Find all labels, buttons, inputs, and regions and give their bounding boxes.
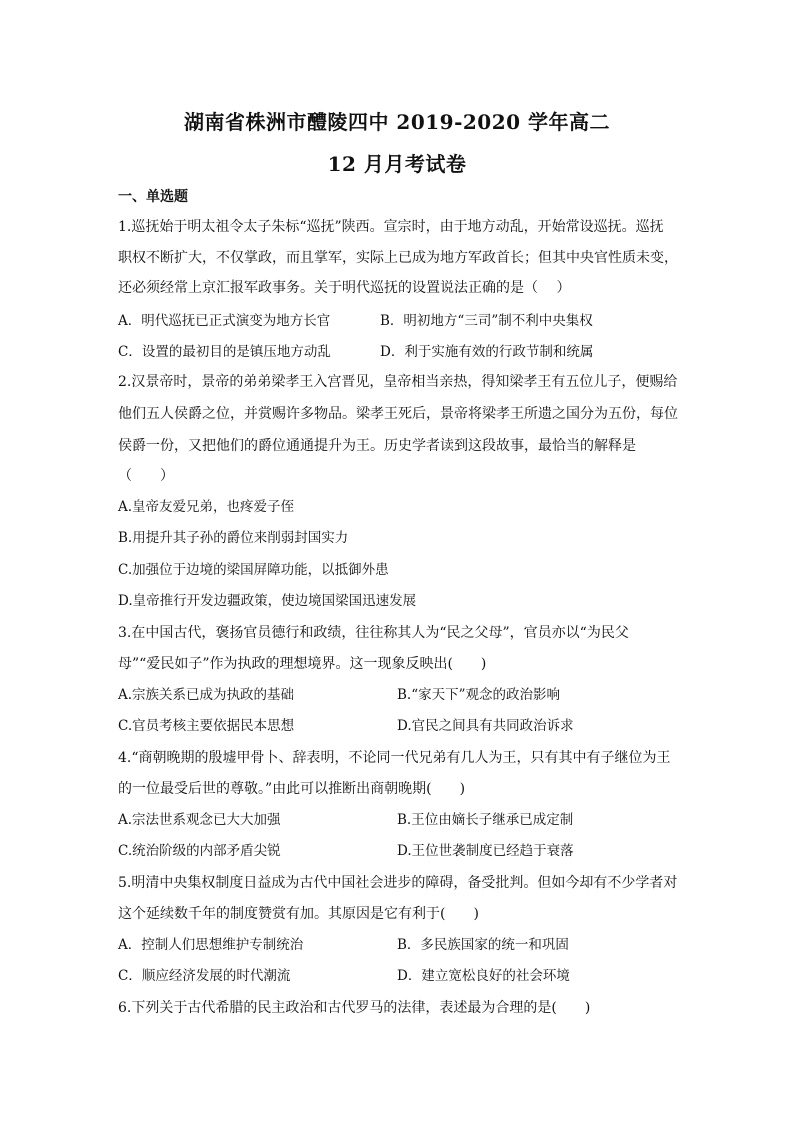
q2-line-1: 2.汉景帝时，景帝的弟弟梁孝王入宫晋见，皇帝相当亲热，得知梁孝王有五位儿子，便赐给 xyxy=(118,374,678,390)
q2-option-a: A.皇帝友爱兄弟，也疼爱子侄 xyxy=(118,499,295,515)
q2-option-d: D.皇帝推行开发边疆政策，使边境国梁国迅速发展 xyxy=(118,593,417,609)
q1-line-3: 还必须经常上京汇报军政事务。关于明代巡抚的设置说法正确的是（ ） xyxy=(118,280,571,296)
q4-option-a: A.宗法世系观念已大大加强 xyxy=(118,812,281,828)
q1-option-b: B．明初地方“三司”制不利中央集权 xyxy=(380,313,593,329)
q4-option-b: B.王位由嫡长子继承已成定制 xyxy=(397,812,574,828)
q4-line-1: 4.“商朝晚期的殷墟甲骨卜、辞表明，不论同一代兄弟有几人为王，只有其中有子继位为王 xyxy=(118,750,671,766)
q3-line-1: 3.在中国古代，褒扬官员德行和政绩，往往称其人为“民之父母”，官员亦以“为民父 xyxy=(118,625,629,641)
q3-option-a: A.宗族关系已成为执政的基础 xyxy=(118,687,295,703)
q3-option-b: B.“家天下”观念的政治影响 xyxy=(397,687,561,703)
section-heading: 一、单选题 xyxy=(118,189,188,205)
q5-option-a: A．控制人们思想维护专制统治 xyxy=(118,937,304,953)
q5-line-2: 这个延续数千年的制度赞赏有加。其原因是它有利于( ) xyxy=(118,906,479,922)
q4-line-2: 的一位最受后世的尊敬。”由此可以推断出商朝晚期( ) xyxy=(118,781,466,797)
q1-option-d: D．利于实施有效的行政节制和统属 xyxy=(380,344,594,360)
q6-line-1: 6.下列关于古代希腊的民主政治和古代罗马的法律，表述最为合理的是( ) xyxy=(118,1000,591,1016)
q2-option-c: C.加强位于边境的梁国屏障功能，以抵御外患 xyxy=(118,562,389,578)
q1-option-c: C．设置的最初目的是镇压地方动乱 xyxy=(118,344,331,360)
q1-option-a: A．明代巡抚已正式演变为地方长官 xyxy=(118,313,331,329)
q3-line-2: 母”“爱民如子”作为执政的理想境界。这一现象反映出( ) xyxy=(118,656,487,672)
q5-option-c: C．顺应经济发展的时代潮流 xyxy=(118,968,291,984)
q1-line-1: 1.巡抚始于明太祖令太子朱标“巡抚”陕西。宣宗时，由于地方动乱，开始常设巡抚。巡抚 xyxy=(118,219,664,235)
q4-option-c: C.统治阶级的内部矛盾尖锐 xyxy=(118,843,281,859)
q4-option-d: D.王位世袭制度已经趋于衰落 xyxy=(397,843,574,859)
q2-line-3: 侯爵一份，又把他们的爵位通通提升为王。历史学者读到这段故事，最恰当的解释是 xyxy=(118,438,636,454)
q2-line-2: 他们五人侯爵之位，并赏赐许多物品。梁孝王死后，景帝将梁孝王所遗之国分为五份，每位 xyxy=(118,406,678,422)
q5-line-1: 5.明清中央集权制度日益成为古代中国社会进步的障碍，备受批判。但如今却有不少学者对 xyxy=(118,875,678,891)
q3-option-c: C.官员考核主要依据民本思想 xyxy=(118,718,295,734)
exam-title-line2: 12 月月考试卷 xyxy=(327,152,467,176)
q2-line-4: （ ） xyxy=(118,468,174,484)
q5-option-d: D．建立宽松良好的社会环境 xyxy=(397,968,570,984)
q3-option-d: D.官民之间具有共同政治诉求 xyxy=(397,718,574,734)
q5-option-b: B．多民族国家的统一和巩固 xyxy=(397,937,569,953)
exam-title-line1: 湖南省株洲市醴陵四中 2019-2020 学年高二 xyxy=(183,110,611,134)
q1-line-2: 职权不断扩大，不仅掌政，而且掌军，实际上已成为地方军政首长；但其中央官性质未变， xyxy=(118,250,678,266)
q2-option-b: B.用提升其子孙的爵位来削弱封国实力 xyxy=(118,530,349,546)
